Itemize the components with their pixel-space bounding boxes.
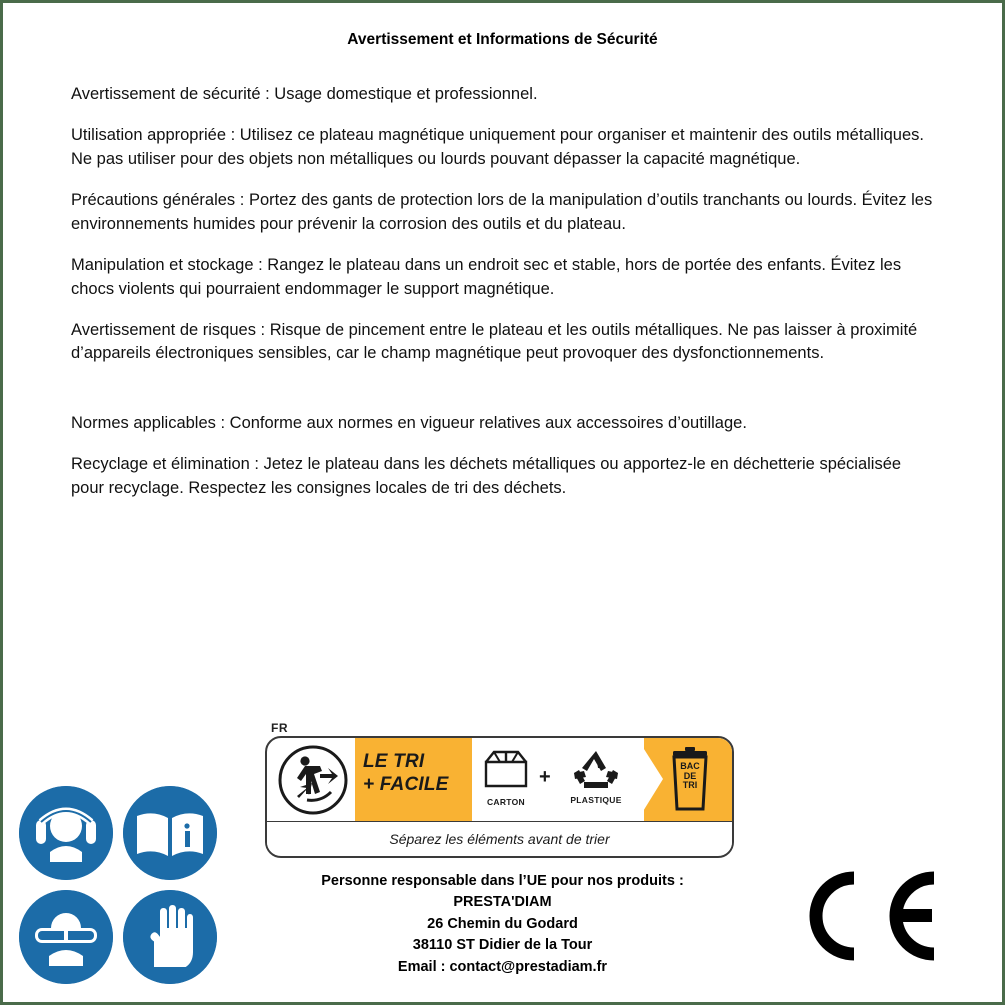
paragraph-recycling-disposal: Recyclage et élimination : Jetez le plateau dans les déchets métalliques ou apportez-le en déchetterie spécialisée pour recyclage. Respectez les consignes locales de tri des déchets. bbox=[71, 455, 902, 497]
triman-footer-text: Séparez les éléments avant de trier bbox=[267, 821, 732, 855]
triman-headline-line2: + FACILE bbox=[363, 774, 449, 796]
bin-line-2: DE bbox=[683, 770, 697, 781]
responsible-person-heading: Personne responsable dans l’UE pour nos produits : bbox=[321, 873, 684, 889]
document-body bbox=[71, 83, 938, 500]
paragraph-applicable-standards: Normes applicables : Conforme aux normes en vigueur relatives aux accessoires d’outillage. bbox=[71, 413, 747, 432]
triman-headline bbox=[363, 750, 467, 796]
material-plastique-label: PLASTIQUE bbox=[570, 795, 622, 805]
bin-line-1: BAC bbox=[680, 761, 700, 771]
paragraph-handling-storage: Manipulation et stockage : Rangez le plateau dans un endroit sec et stable, hors de portée des enfants. Évitez les chocs violents qui pourraient endommager le support magnétique. bbox=[71, 256, 902, 298]
triman-icon bbox=[275, 744, 351, 816]
country-code-label: FR bbox=[271, 721, 288, 735]
read-instructions-icon bbox=[123, 786, 217, 880]
responsible-person-address-line2: 38110 ST Didier de la Tour bbox=[412, 937, 593, 954]
triman-materials bbox=[473, 742, 639, 820]
carton-box-icon bbox=[478, 744, 534, 794]
recycle-triangle-icon bbox=[568, 744, 624, 794]
paragraph-safety-warning: Avertissement de sécurité : Usage domestique et professionnel. bbox=[71, 85, 538, 103]
sorting-bin bbox=[659, 746, 721, 816]
recycling-label bbox=[265, 721, 730, 854]
responsible-person-address-line1: 26 Chemin du Godard bbox=[427, 915, 578, 932]
ear-protection-icon bbox=[19, 786, 113, 880]
triman-headline-line1: LE TRI bbox=[363, 751, 425, 772]
responsible-person-company: PRESTA'DIAM bbox=[453, 894, 552, 911]
bin-caption bbox=[659, 762, 721, 791]
material-carton bbox=[475, 744, 537, 807]
paragraph-proper-use: Utilisation appropriée : Utilisez ce plateau magnétique uniquement pour organiser et maintenir des outils métalliques. Ne pas utiliser pour des objets non métalliques ou lourds pouvant dépasser la capacité magnétique. bbox=[71, 126, 924, 168]
paragraph-risk-warning: Avertissement de risques : Risque de pincement entre le plateau et les outils métalliques. Ne pas laisser à proximité d’appareils électroniques sensibles, car le champ magnétique peut provoquer des dysfonctionnements. bbox=[71, 320, 918, 363]
responsible-person-email: Email : contact@prestadiam.fr bbox=[397, 958, 608, 975]
paragraph-general-precautions: Précautions générales : Portez des gants de protection lors de la manipulation d’outils tranchants ou lourds. Évitez les environnements humides pour prévenir la corrosion des outils et du plateau. bbox=[71, 191, 933, 233]
material-plastique bbox=[557, 744, 635, 805]
plus-icon: + bbox=[539, 766, 551, 788]
material-carton-label: CARTON bbox=[486, 797, 525, 807]
bin-line-3: TRI bbox=[682, 780, 698, 791]
page-title: Avertissement et Informations de Sécurité bbox=[347, 31, 658, 48]
ce-marking-icon bbox=[796, 868, 946, 964]
